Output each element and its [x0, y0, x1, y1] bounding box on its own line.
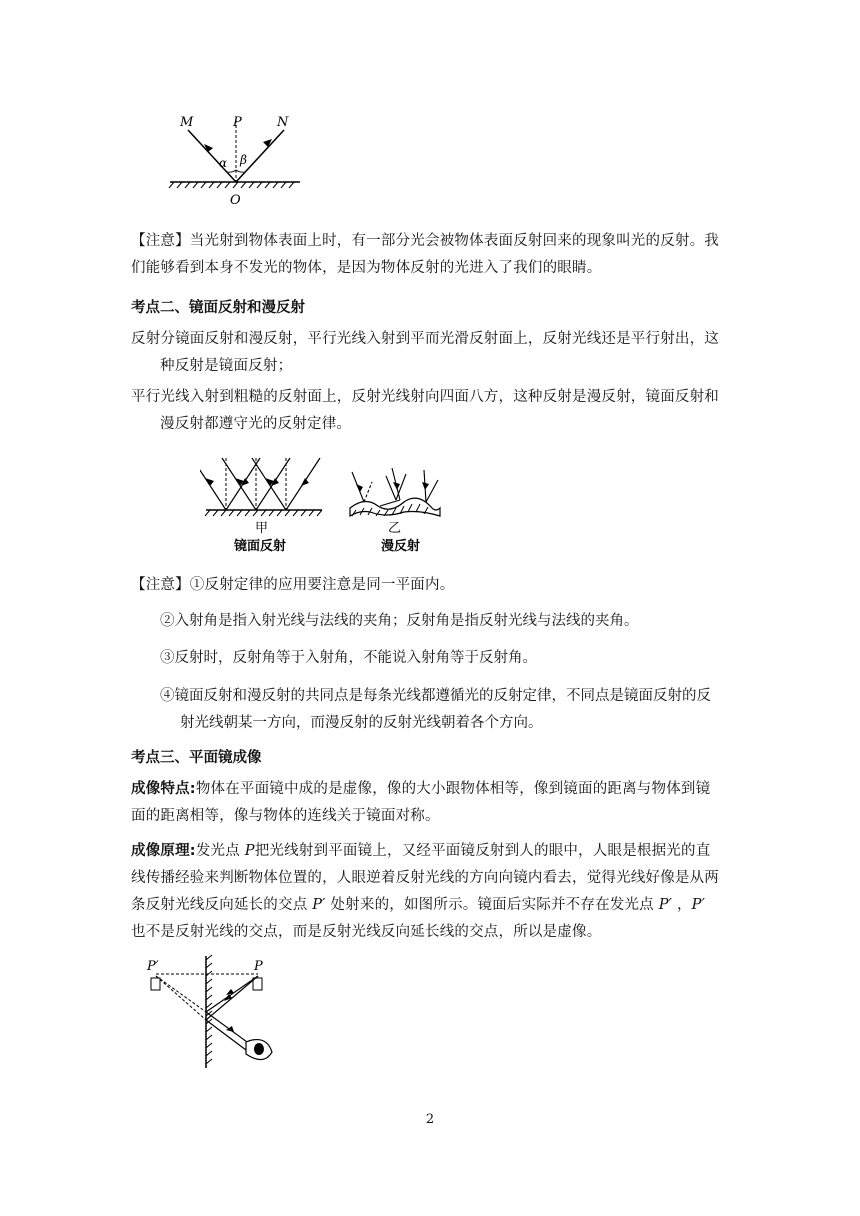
paragraph-2a-line-2: 种反射是镜面反射； [160, 358, 293, 374]
imaging-principle-p-prime-3: P′ [691, 897, 706, 913]
page-number: 2 [425, 1112, 435, 1127]
label-alpha: α [219, 156, 228, 170]
note-2-item-4-line-1: ④镜面反射和漫反射的共同点是每条光线都遵循光的反射定律，不同点是镜面反射的反 [160, 688, 711, 704]
plane-mirror-figure [146, 954, 282, 1074]
reflection-types-figure [200, 452, 460, 558]
label-p-prime: P′ [147, 959, 159, 974]
note-2-item-2: ②入射角是指入射光线与法线的夹角；反射角是指反射光线与法线的夹角。 [160, 613, 639, 629]
note-1-line-2: 们能够看到本身不发光的物体，是因为物体反射的光进入了我们的眼睛。 [131, 260, 602, 276]
label-yi: 乙 [388, 521, 402, 536]
note-2-item-4 [160, 683, 735, 737]
paragraph-2a [131, 326, 731, 380]
imaging-principle-p-prime-1: P′ [312, 897, 326, 913]
imaging-principle-label: 成像原理: [131, 843, 196, 859]
note-1-line-1: 【注意】当光射到物体表面上时，有一部分光会被物体表面反射回来的现象叫光的反射。我 [131, 233, 719, 249]
imaging-principle-line-4: 也不是反射光线的交点，而是反射光线反向延长线的交点，所以是虚像。 [131, 924, 602, 940]
imaging-principle-line-3c: ， [672, 897, 692, 913]
label-p: P [233, 115, 242, 130]
note-2-item-1: 【注意】①反射定律的应用要注意是同一平面内。 [131, 577, 455, 593]
caption-diffuse: 漫反射 [381, 539, 421, 554]
reflection-law-figure [160, 112, 310, 210]
imaging-features [131, 776, 731, 830]
note-2-item-4-line-2: 射光线朝某一方向，而漫反射的反射光线朝着各个方向。 [180, 715, 543, 731]
imaging-principle [131, 838, 731, 946]
label-beta: β [240, 153, 247, 167]
imaging-principle-p: P [244, 843, 255, 859]
imaging-principle-p-prime-2: P′ [658, 897, 673, 913]
caption-specular: 镜面反射 [234, 539, 287, 554]
imaging-principle-line-1a: 发光点 [195, 843, 245, 859]
heading-3: 考点三、平面镜成像 [131, 750, 262, 766]
label-p-figure: P [254, 959, 263, 974]
paragraph-2b-line-1: 平行光线入射到粗糙的反射面上，反射光线射向四面八方，这种反射是漫反射，镜面反射和 [131, 389, 719, 405]
imaging-principle-line-2: 线传播经验来判断物体位置的，人眼逆着反射光线的方向向镜内看去，觉得光线好像是从两 [131, 870, 719, 886]
imaging-features-line-2: 面的距离相等，像与物体的连线关于镜面对称。 [131, 808, 440, 824]
imaging-principle-line-1b: 把光线射到平面镜上，又经平面镜反射到人的眼中，人眼是根据光的直 [254, 843, 711, 859]
label-n: N [277, 115, 289, 130]
note-1 [131, 228, 731, 282]
imaging-features-line-1: 物体在平面镜中成的是虚像，像的大小跟物体相等，像到镜面的距离与物体到镜 [195, 781, 711, 797]
heading-2: 考点二、镜面反射和漫反射 [131, 300, 305, 316]
paragraph-2a-line-1: 反射分镜面反射和漫反射，平行光线入射到平而光滑反射面上，反射光线还是平行射出，这 [131, 331, 719, 347]
imaging-features-label: 成像特点: [131, 781, 196, 797]
note-2-item-3: ③反射时，反射角等于入射角，不能说入射角等于反射角。 [160, 650, 537, 666]
imaging-principle-line-3b: 处射来的，如图所示。镜面后实际并不存在发光点 [325, 897, 659, 913]
label-o: O [230, 193, 241, 208]
imaging-principle-line-3a: 条反射光线反向延长的交点 [131, 897, 313, 913]
paragraph-2b [131, 384, 731, 438]
label-m: M [180, 115, 194, 130]
label-jia: 甲 [255, 521, 269, 536]
paragraph-2b-line-2: 漫反射都遵守光的反射定律。 [160, 416, 352, 432]
